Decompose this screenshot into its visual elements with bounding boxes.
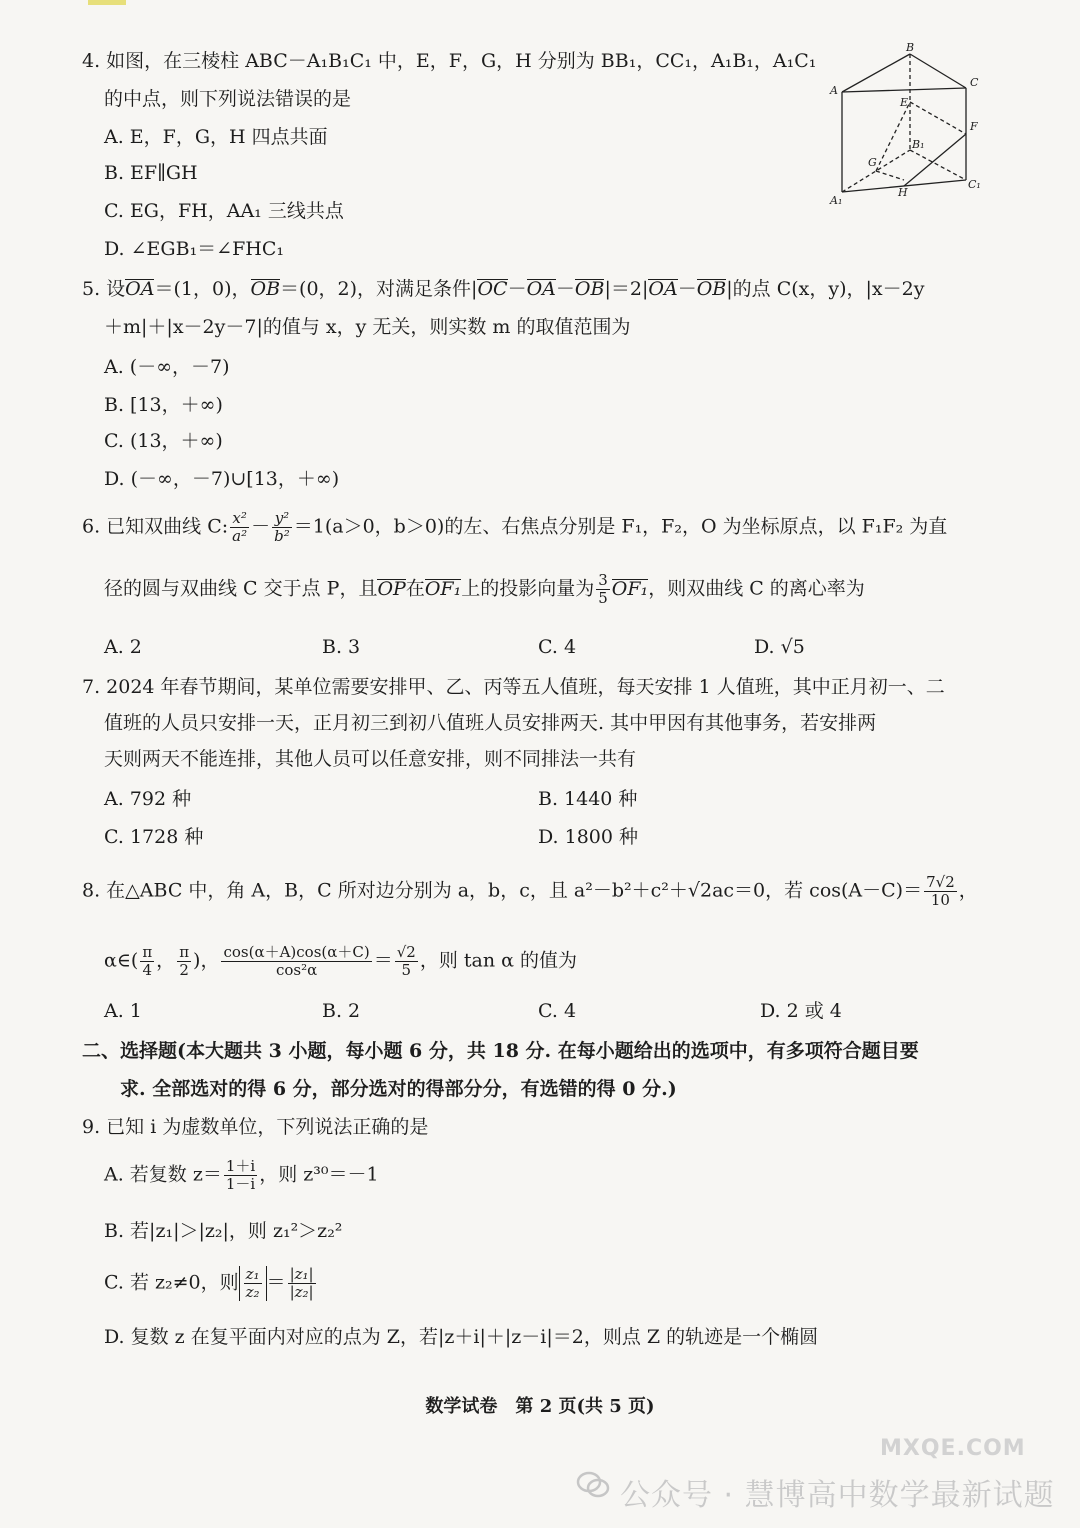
fraction-x2-a2: $\frac{\text{x²}}{\text{a²}}$	[232, 509, 248, 545]
label-c1: C₁	[968, 178, 981, 191]
q9-option-b: B. 若|z₁|＞|z₂|，则 z₁²＞z₂²	[104, 1220, 343, 1242]
fraction-cos: $\frac{\cos(\alpha+A)\cos(\alpha+C)}{\text{cos²α}}$	[223, 943, 370, 979]
q8-option-a: A. 1	[104, 1000, 142, 1022]
q6-option-d: D. √5	[754, 636, 805, 658]
q6-stem-line2: 径的圆与双曲线 C 交于点 P，且OP在OF₁上的投影向量为 $\frac{3}{5}$ OF₁，则双曲线 C 的离心率为	[104, 571, 865, 607]
q7-option-d: D. 1800 种	[538, 826, 639, 848]
section2-heading-line1: 二、选择题(本大题共 3 小题，每小题 6 分，共 18 分. 在每小题给出的选项中，有多项符合题目要	[82, 1040, 919, 1062]
label-f: F	[970, 120, 978, 133]
q6-option-a: A. 2	[104, 636, 142, 658]
label-e: E	[900, 96, 909, 109]
prism-figure	[826, 40, 986, 210]
q7-option-c: C. 1728 种	[104, 826, 204, 848]
q5-option-d: D. (－∞，－7)∪[13，＋∞)	[104, 468, 340, 490]
q5-option-a: A. (－∞，－7)	[104, 356, 230, 378]
q7-option-b: B. 1440 种	[538, 788, 638, 810]
fraction-y2-b2: $\frac{\text{y²}}{\text{b²}}$	[274, 509, 290, 545]
q8-option-d: D. 2 或 4	[760, 1000, 842, 1022]
q5-option-b: B. [13，＋∞)	[104, 394, 223, 416]
q6-stem-line1: 6. 已知双曲线 C: $\frac{\text{x²}}{\text{a²}}$ － $\frac{\text{y²}}{\text{b²}}$ ＝1(a＞0，b＞0)的左、右焦点分别是 F₁，F₂，O 为坐标原点，以 F₁F₂ 为直	[82, 509, 948, 545]
section2-heading-line2: 求. 全部选对的得 6 分，部分选对的得部分分，有选错的得 0 分.)	[120, 1078, 677, 1100]
fraction-pi-2: $\frac{\pi}{2}$	[179, 943, 190, 979]
q8-option-b: B. 2	[322, 1000, 361, 1022]
vector-oa: OA	[526, 278, 556, 300]
q8-option-c: C. 4	[538, 1000, 577, 1022]
label-a1: A₁	[830, 194, 843, 207]
q8-stem-line1: 8. 在△ABC 中，角 A，B，C 所对边分别为 a，b，c，且 a²－b²＋c²＋√2ac＝0，若 cos(A－C)＝ $\frac{7√2}{10}$ ，	[82, 873, 978, 909]
q4-option-c: C. EG，FH，AA₁ 三线共点	[104, 200, 344, 222]
q7-stem-line2: 值班的人员只安排一天，正月初三到初八值班人员安排两天. 其中甲因有其他事务，若安排两	[104, 712, 877, 734]
q4-stem-line1: 4. 如图，在三棱柱 ABC－A₁B₁C₁ 中，E，F，G，H 分别为 BB₁，CC₁，A₁B₁，A₁C₁	[82, 50, 817, 72]
vector-oa: OA	[125, 278, 155, 300]
vector-oc: OC	[477, 278, 508, 300]
q5-stem-line1: 5. 设OA＝(1，0)，OB＝(0，2)，对满足条件|OC－OA－OB|＝2|OA－OB|的点 C(x，y)，|x－2y	[82, 278, 925, 300]
q8-stem-line2: α∈( $\frac{\pi}{4}$ ， $\frac{\pi}{2}$ )， $\frac{\cos(\alpha+A)\cos(\alpha+C)}{\text{cos²α}}$ ＝ $\frac{√2}{5}$ ，则 tan α 的值为	[104, 943, 577, 979]
scan-mark	[88, 0, 126, 5]
label-h: H	[898, 186, 908, 199]
q5-stem-line2: ＋m|＋|x－2y－7|的值与 x，y 无关，则实数 m 的取值范围为	[104, 316, 631, 338]
label-b1: B₁	[912, 138, 925, 151]
fraction-7root2-10: $\frac{7√2}{10}$	[926, 873, 955, 909]
label-g: G	[868, 156, 877, 169]
vector-ob: OB	[250, 278, 281, 300]
q6-option-c: C. 4	[538, 636, 577, 658]
q4-option-a: A. E，F，G，H 四点共面	[104, 126, 328, 148]
q9-option-d: D. 复数 z 在复平面内对应的点为 Z，若|z＋i|＋|z－i|＝2，则点 Z 的轨迹是一个椭圆	[104, 1326, 819, 1348]
abs-fraction	[239, 1266, 267, 1301]
vector-oa: OA	[648, 278, 678, 300]
vector-op: OP	[377, 577, 406, 600]
q5-option-c: C. (13，＋∞)	[104, 430, 223, 452]
fraction-absz1-absz2: $\frac{\text{|z₁|}}{\text{|z₂|}}$	[289, 1265, 314, 1301]
fraction-3-5: $\frac{3}{5}$	[598, 571, 608, 607]
q4-option-d: D. ∠EGB₁＝∠FHC₁	[104, 238, 285, 260]
q9-stem: 9. 已知 i 为虚数单位，下列说法正确的是	[82, 1116, 429, 1138]
fraction-1pi-1mi: $\frac{1+i}{1-i}$	[225, 1157, 256, 1193]
q7-stem-line3: 天则两天不能连排，其他人员可以任意安排，则不同排法一共有	[104, 748, 637, 770]
fraction-root2-5: $\frac{√2}{5}$	[396, 943, 416, 979]
fraction-pi-4: $\frac{\pi}{4}$	[142, 943, 153, 979]
vector-of1: OF₁	[611, 577, 649, 600]
q6-option-b: B. 3	[322, 636, 361, 658]
watermark-site: MXQE.COM	[880, 1436, 1026, 1461]
q7-stem-line1: 7. 2024 年春节期间，某单位需要安排甲、乙、丙等五人值班，每天安排 1 人值班，其中正月初一、二	[82, 676, 945, 698]
label-c: C	[970, 76, 979, 89]
q4-stem-line2: 的中点，则下列说法错误的是	[104, 88, 352, 110]
vector-of1: OF₁	[424, 577, 462, 600]
q4-option-b: B. EF∥GH	[104, 162, 198, 184]
wechat-icon	[576, 1470, 610, 1500]
watermark-text: 公众号 · 慧博高中数学最新试题	[620, 1478, 1055, 1513]
q7-option-a: A. 792 种	[104, 788, 192, 810]
fraction-z1-z2: $\frac{\text{z₁}}{\text{z₂}}$	[245, 1265, 260, 1301]
label-b: B	[906, 41, 915, 54]
q9-option-c: C. 若 z₂≠0，则 $\frac{\text{z₁}}{\text{z₂}}$ ＝ $\frac{\text{|z₁|}}{\text{|z₂|}}$	[104, 1265, 314, 1301]
label-a: A	[830, 84, 838, 97]
vector-ob: OB	[696, 278, 727, 300]
page-footer: 数学试卷 第 2 页(共 5 页)	[425, 1396, 655, 1417]
vector-ob: OB	[574, 278, 605, 300]
q9-option-a: A. 若复数 z＝ $\frac{1+i}{1-i}$ ，则 z³⁰＝－1	[104, 1157, 379, 1193]
